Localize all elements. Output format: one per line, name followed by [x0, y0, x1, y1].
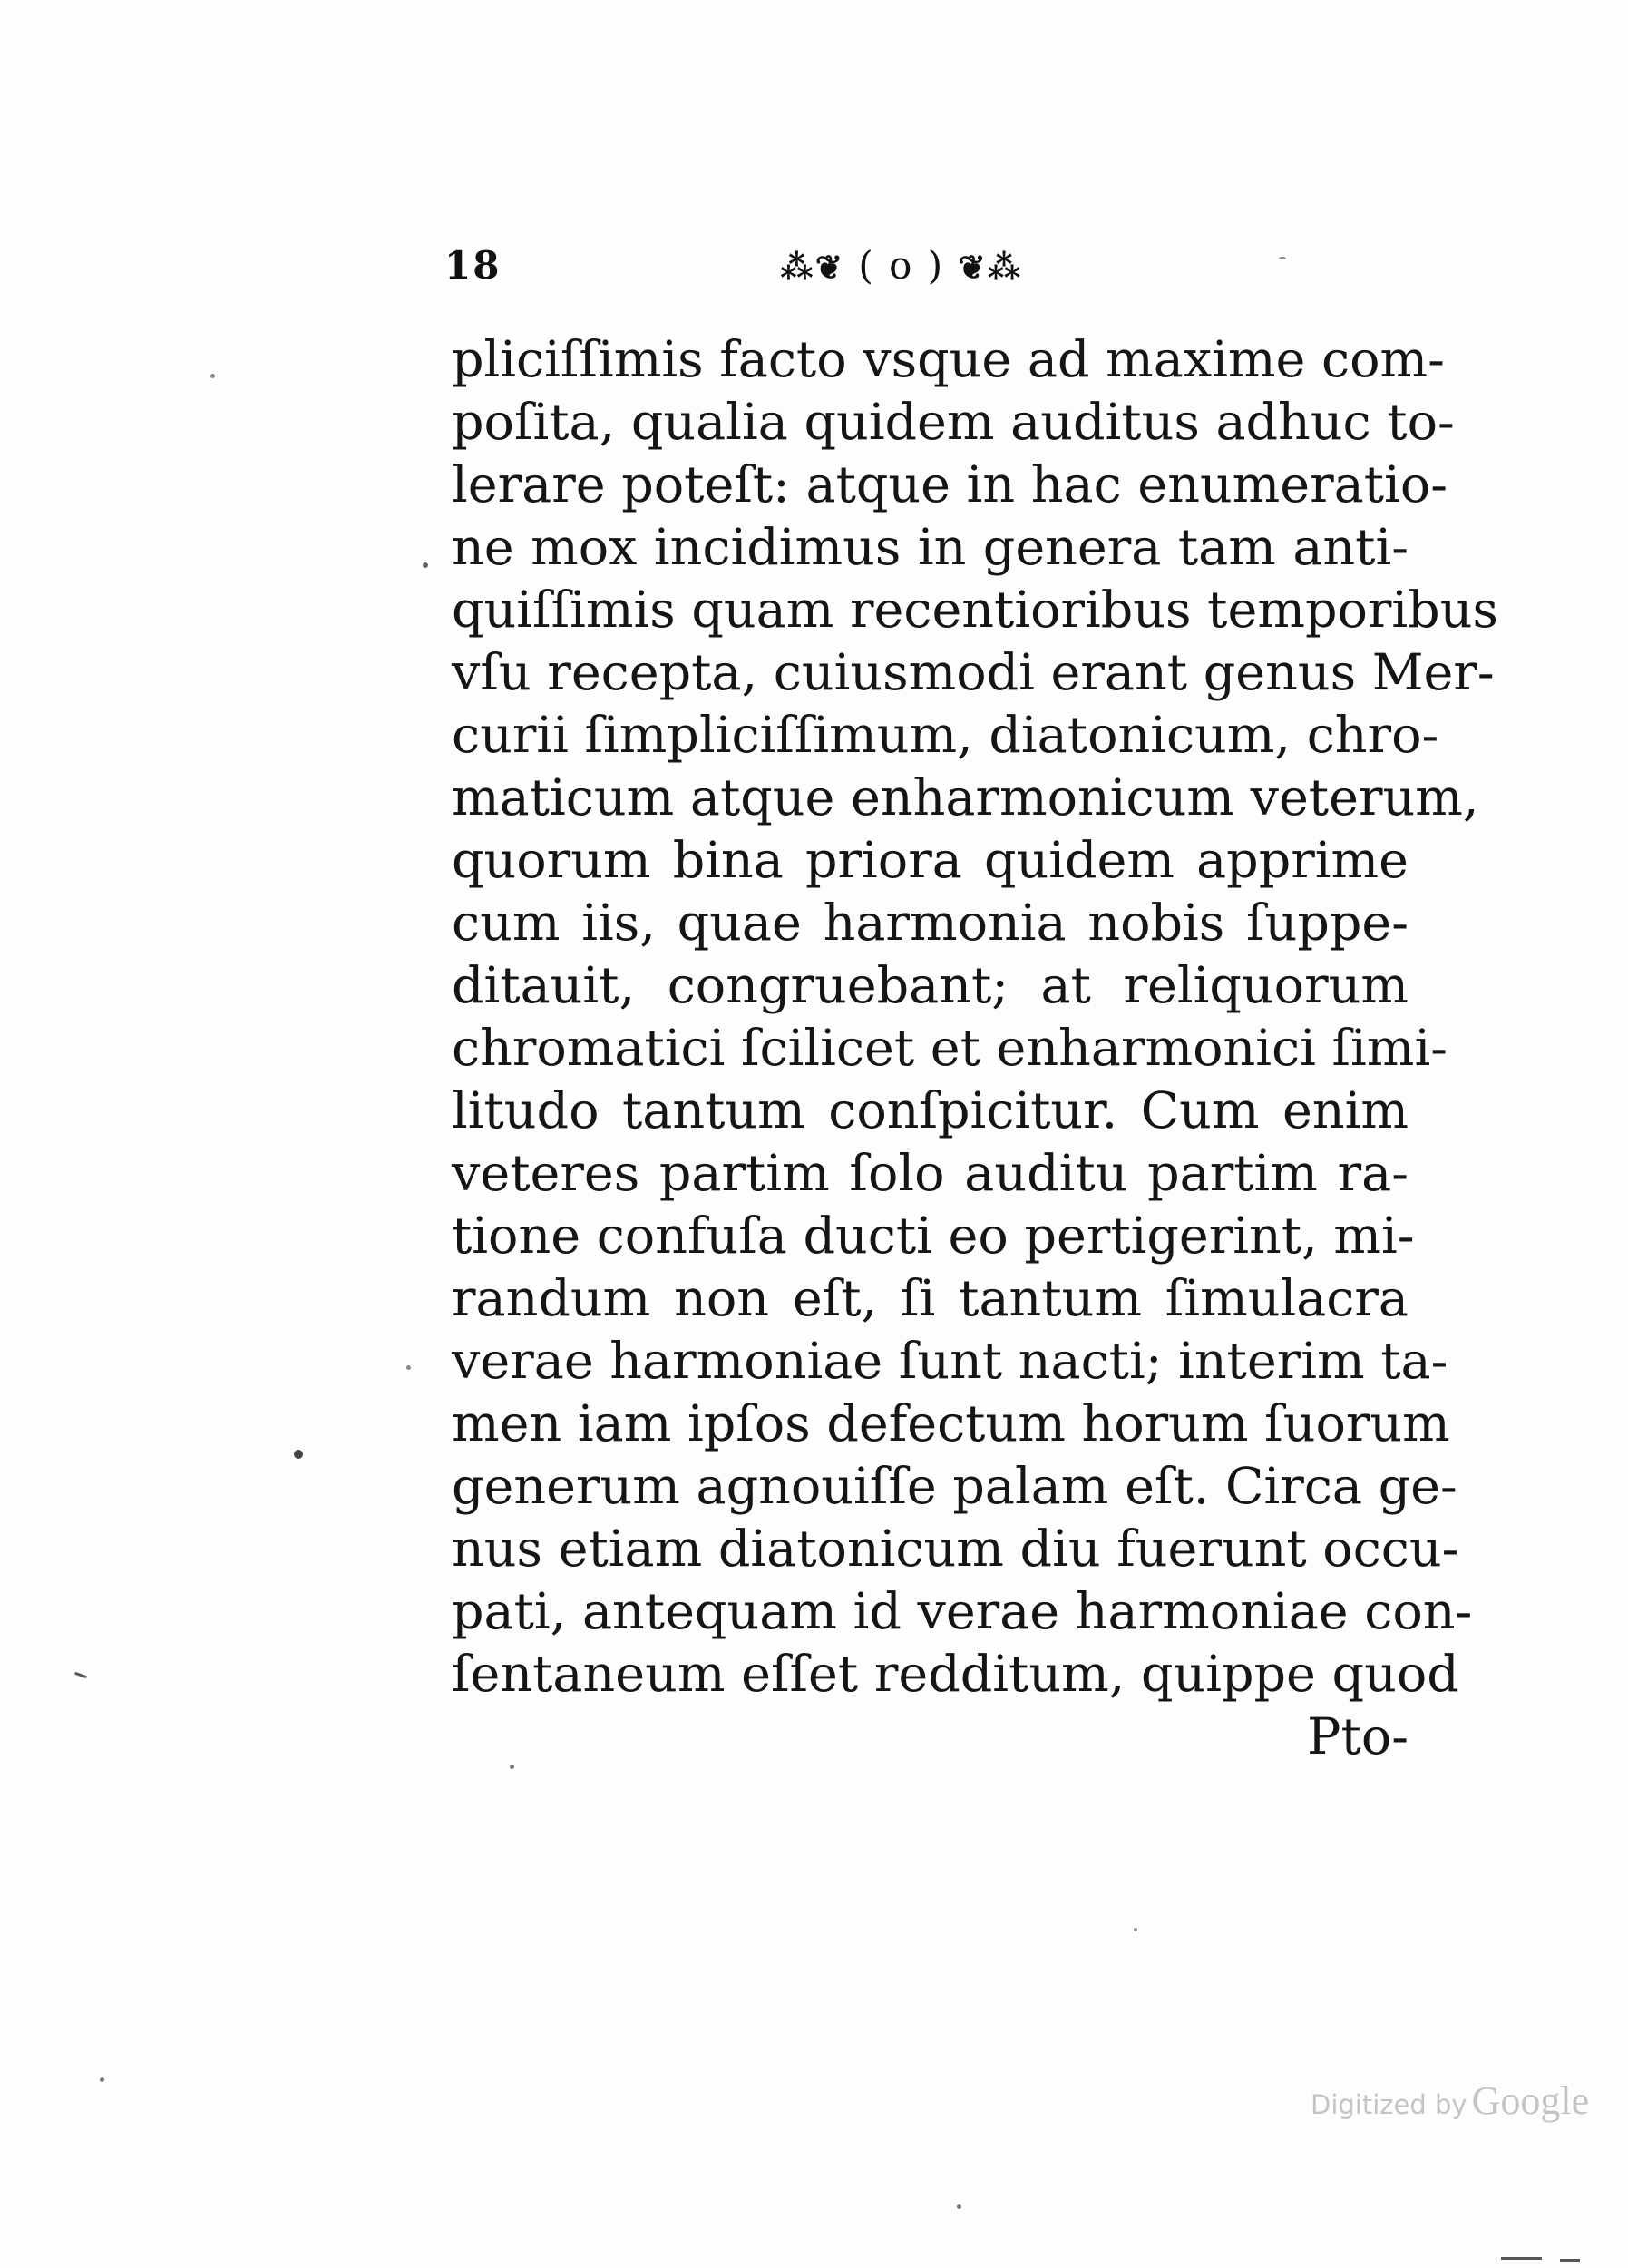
text-line: cum iis, quae harmonia nobis ſuppe-	[452, 894, 1409, 953]
scan-speck	[100, 2077, 104, 2082]
text-line: curii ſimpliciſſimum, diatonicum, chro-	[452, 706, 1439, 765]
text-line: veteres partim ſolo auditu partim ra-	[452, 1144, 1409, 1203]
text-line: pliciſſimis facto vsque ad maxime com-	[452, 330, 1445, 389]
watermark-prefix: Digitized by	[1311, 2089, 1467, 2120]
text-line: randum non eſt, ſi tantum ſimulacra	[452, 1269, 1409, 1328]
text-line: men iam ipſos defectum horum ſuorum	[452, 1394, 1450, 1453]
ornament-left-flourish: ⁂❦	[780, 249, 844, 287]
scan-edge-mark	[1560, 2259, 1580, 2262]
text-line: generum agnouiſſe palam eſt. Circa ge-	[452, 1457, 1457, 1516]
scan-speck	[1134, 1928, 1137, 1931]
body-text	[452, 328, 1498, 1768]
text-line: verae harmoniae ſunt nacti; interim ta-	[452, 1332, 1448, 1391]
ornament-center: ( o )	[858, 243, 945, 288]
text-line: lerare poteſt: atque in hac enumeratio-	[452, 455, 1448, 514]
text-line: ditauit, congruebant; at reliquorum	[452, 956, 1409, 1015]
text-line: poſita, qualia quidem auditus adhuc to-	[452, 393, 1455, 452]
text-line: ſentaneum eſſet redditum, quippe quod	[452, 1645, 1459, 1704]
scan-speck	[423, 562, 428, 568]
text-line: vſu recepta, cuiusmodi erant genus Mer-	[452, 643, 1495, 702]
header-ornament	[780, 243, 1022, 288]
scan-speck	[210, 374, 215, 378]
text-line: quorum bina priora quidem apprime	[452, 831, 1409, 890]
text-line: tione confuſa ducti eo pertigerint, mi-	[452, 1207, 1415, 1266]
scan-speck	[1279, 257, 1286, 259]
text-line: litudo tantum conſpicitur. Cum enim	[452, 1081, 1409, 1140]
scan-speck	[294, 1450, 303, 1459]
ornament-right-flourish: ❦⁂	[958, 249, 1023, 287]
scan-speck	[510, 1765, 514, 1769]
text-line: maticum atque enharmonicum veterum,	[452, 768, 1479, 827]
page-number: 18	[444, 243, 502, 288]
text-line: nus etiam diatonicum diu fuerunt occu-	[452, 1520, 1459, 1579]
text-line: quiſſimis quam recentioribus temporibus	[452, 581, 1498, 640]
digitized-watermark	[1311, 2077, 1589, 2124]
text-line: ne mox incidimus in genera tam anti-	[452, 518, 1409, 577]
watermark-brand: Google	[1471, 2078, 1590, 2123]
scan-edge-mark	[1501, 2257, 1542, 2260]
text-line: chromatici ſcilicet et enharmonici ſimi-	[452, 1019, 1448, 1078]
scan-speck	[957, 2204, 961, 2209]
scan-speck	[406, 1365, 411, 1370]
text-line: pati, antequam id verae harmoniae con-	[452, 1582, 1473, 1641]
scan-speck	[74, 1672, 87, 1679]
catchword: Pto-	[1307, 1707, 1409, 1766]
